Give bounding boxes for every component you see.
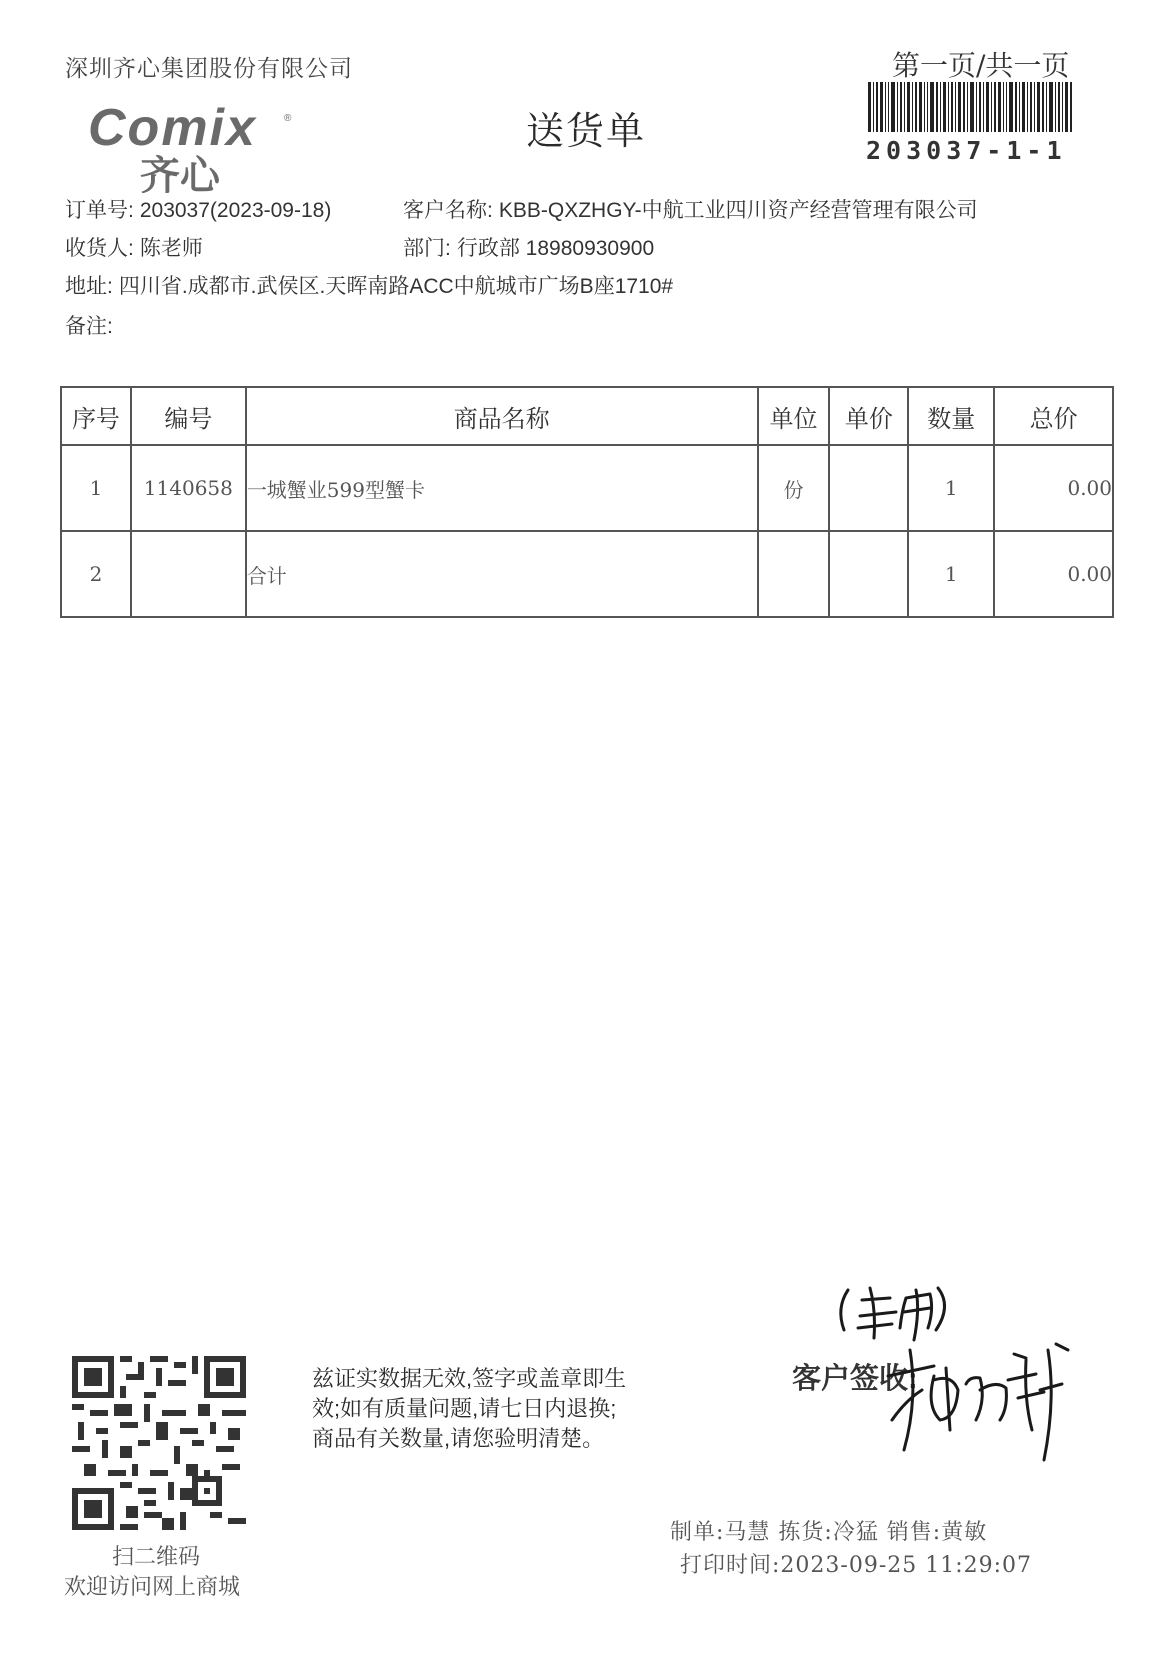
order-number (65, 194, 331, 224)
cell-seq: 1 (61, 445, 131, 531)
notice-line: 兹证实数据无效,签字或盖章即生 (312, 1366, 627, 1391)
document-title: 送货单 (526, 109, 647, 153)
qr-caption-welcome: 欢迎访问网上商城 (64, 1575, 241, 1600)
barcode (868, 82, 1072, 132)
remark-label: 备注: (65, 315, 113, 338)
cell-seq: 2 (61, 531, 131, 617)
receiver-label: 收货人: (65, 237, 134, 260)
qr-caption-scan: 扫二维码 (112, 1545, 201, 1570)
handwritten-signature (830, 1280, 1120, 1510)
address-label: 地址: (65, 275, 113, 298)
comix-logo (88, 103, 318, 193)
remark (65, 310, 119, 340)
svg-text:Comix: Comix (88, 103, 257, 157)
order-label: 订单号: (65, 199, 134, 222)
cell-unit: 份 (758, 445, 830, 531)
table-row (61, 531, 1113, 617)
company-name: 深圳齐心集团股份有限公司 (65, 56, 353, 82)
svg-text:齐心: 齐心 (140, 153, 220, 193)
customer-name (403, 194, 978, 224)
customer-sign-label: 客户签收: (792, 1363, 918, 1395)
print-time: 打印时间:2023-09-25 11:29:07 (680, 1553, 1033, 1578)
items-table (60, 386, 1114, 618)
notice-line: 效;如有质量问题,请七日内退换; (312, 1396, 617, 1421)
cell-price (829, 445, 908, 531)
table-header-row (61, 387, 1113, 445)
notice-line: 商品有关数量,请您验明清楚。 (312, 1426, 605, 1451)
header-seq: 序号 (61, 387, 131, 445)
cell-total: 0.00 (994, 531, 1113, 617)
page-info: 第一页/共一页 (892, 49, 1070, 82)
cell-total: 0.00 (994, 445, 1113, 531)
header-unit: 单位 (758, 387, 830, 445)
cell-code (131, 531, 246, 617)
header-name: 商品名称 (246, 387, 758, 445)
qr-code (72, 1356, 246, 1530)
department (403, 232, 654, 262)
receiver (65, 232, 203, 262)
customer-label: 客户名称: (403, 199, 493, 222)
cell-name: 一城蟹业599型蟹卡 (246, 445, 758, 531)
header-total: 总价 (994, 387, 1113, 445)
cell-name: 合计 (246, 531, 758, 617)
header-code: 编号 (131, 387, 246, 445)
order-value: 203037(2023-09-18) (139, 199, 332, 222)
header-qty: 数量 (908, 387, 994, 445)
notice-text (312, 1364, 712, 1454)
staff-line: 制单:马慧 拣货:冷猛 销售:黄敏 (670, 1520, 988, 1545)
dept-value: 行政部 18980930900 (456, 237, 655, 260)
address-value: 四川省.成都市.武侯区.天晖南路ACC中航城市广场B座1710# (118, 275, 674, 298)
cell-unit (758, 531, 830, 617)
dept-label: 部门: (403, 237, 451, 260)
header-price: 单价 (829, 387, 908, 445)
barcode-number: 203037-1-1 (866, 136, 1067, 165)
cell-price (829, 531, 908, 617)
cell-qty: 1 (908, 445, 994, 531)
table-row (61, 445, 1113, 531)
cell-qty: 1 (908, 531, 994, 617)
cell-code: 1140658 (131, 445, 246, 531)
receiver-value: 陈老师 (139, 237, 203, 260)
address (65, 270, 673, 300)
customer-value: KBB-QXZHGY-中航工业四川资产经营管理有限公司 (498, 199, 978, 222)
svg-text:®: ® (284, 113, 292, 124)
